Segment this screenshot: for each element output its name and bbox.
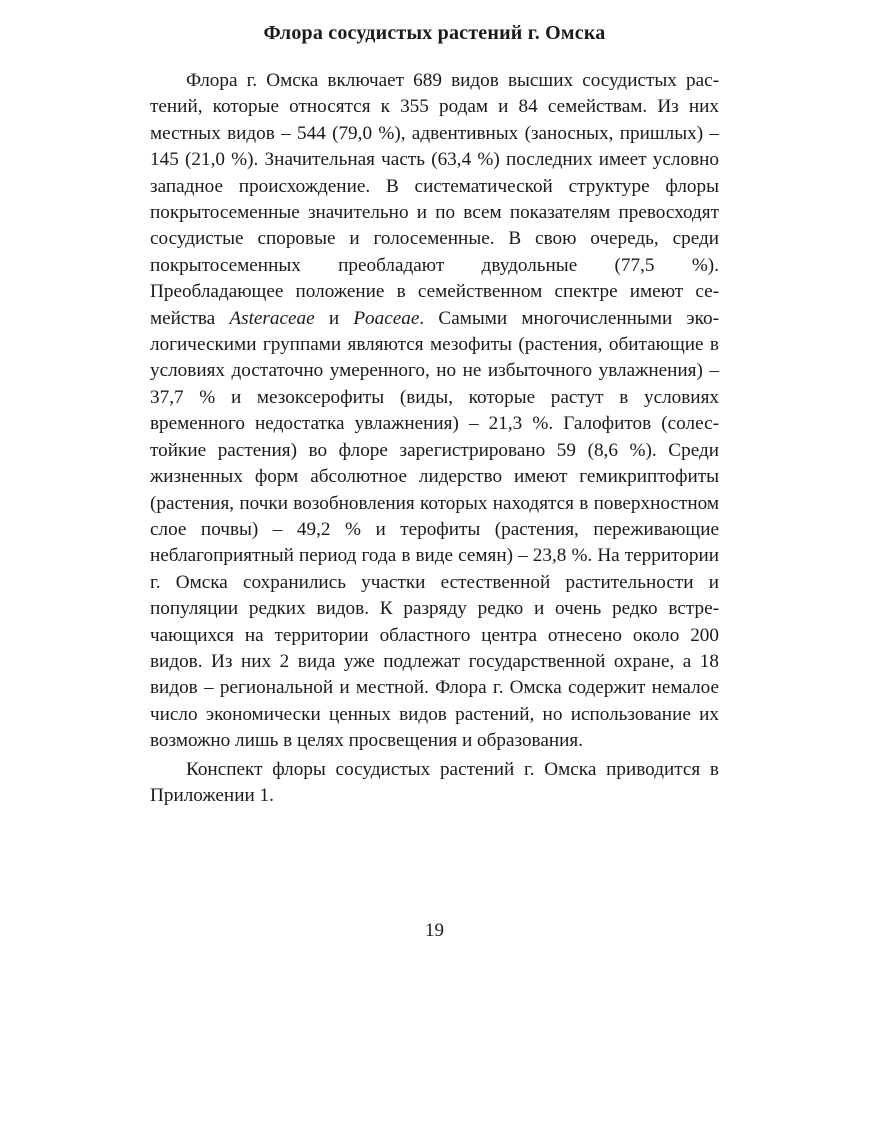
conjunction-text: и <box>314 307 354 329</box>
taxon-name-poaceae: Poaceae <box>353 307 420 329</box>
paragraph-text-continued: . Самыми многочисленными экологическими группами являются мезофиты (растения, обитающие в условиях достаточно умеренного, но не избыточного увлажнения) – 37,7 % и мезоксерофиты (виды, которые растут в условиях временного недостатка увлажнения) – 21,3 %. Галофитов (солестойкие растения) во флоре зарегистрировано 59 (8,6 %). Среди жизненных форм абсолютное лидерство имеют гемикриптофиты (растения, почки возобновления которых находятся в поверхностном слое почвы) – 49,2 % и терофиты (растения, переживающие неблагоприятный период года в виде семян) – 23,8 %. На территории г. Омска сохранились участки естественной растительности и популяции редких видов. К разряду редко и очень редко встречающихся на территории областного центра отнесено около 200 видов. Из них 2 вида уже подлежат государственной охране, а 18 видов – региональной и местной. Флора г. Омска содержит немалое число экономически ценных видов растений, но использование их возможно лишь в целях просвещения и образования. <box>150 307 720 752</box>
taxon-name-asteraceae: Asteraceae <box>229 307 315 329</box>
body-text <box>150 68 719 809</box>
paragraph-text: Флора г. Омска включает 689 видов высших сосудистых растений, которые относятся к 355 родам и 84 семействам. Из них местных видов – 544 (79,0 %), адвентивных (заносных, пришлых) – 145 (21,0 %). Значительная часть (63,4 %) последних имеет условно западное происхождение. В систематической структуре флоры покрытосеменные значительно и по всем показателям превосходят сосудистые споровые и голосеменные. В свою очередь, среди покрытосеменных преобладают двудольные (77,5 %). Преобладающее положение в семейственном спектре имеют семейства <box>150 70 719 329</box>
page-title: Флора сосудистых растений г. Омска <box>263 22 606 44</box>
page-number: 19 <box>425 920 444 941</box>
paragraph-flora-summary <box>150 68 719 755</box>
paragraph-appendix-reference: Конспект флоры сосудистых растений г. Омска приводится в Приложении 1. <box>150 758 719 806</box>
